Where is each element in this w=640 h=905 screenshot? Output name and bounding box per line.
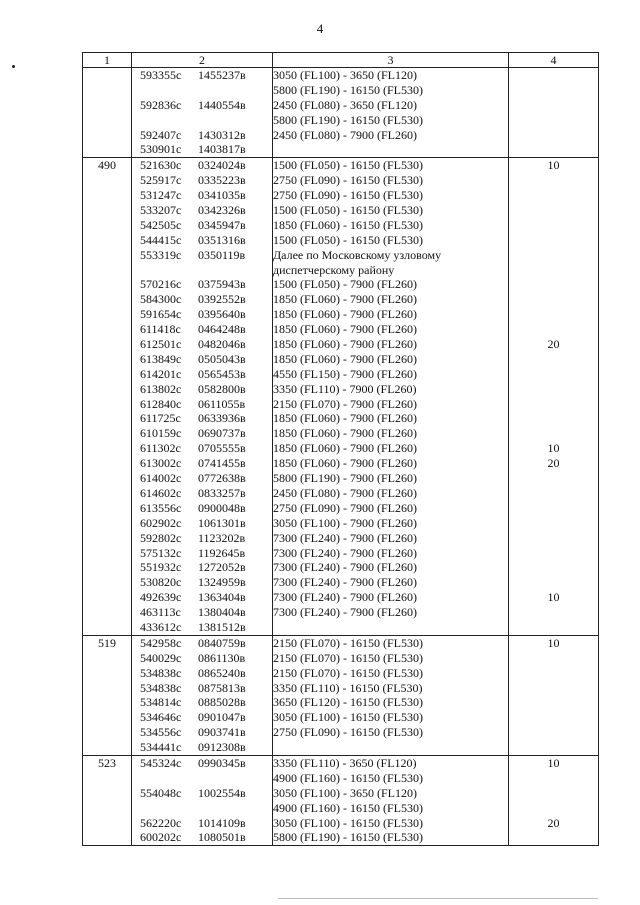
level-line: 2750 (FL090) - 16150 (FL530): [273, 188, 423, 203]
header-col-2: 2: [132, 53, 273, 68]
coordinates-cell: [132, 158, 273, 636]
longitude: 1080501в: [198, 830, 246, 845]
coordinate-line: [132, 546, 272, 561]
coordinates-cell: [132, 755, 273, 845]
latitude: 530820с: [140, 575, 182, 590]
width-value: [509, 725, 598, 740]
coordinate-line: [132, 695, 272, 710]
longitude: 1272052в: [198, 560, 246, 575]
width-value: [509, 352, 598, 367]
width-cell: [509, 755, 599, 845]
route-number: 523: [83, 755, 132, 845]
latitude: 612501с: [140, 337, 182, 352]
coordinate-line: [132, 426, 272, 441]
latitude: 614602с: [140, 485, 182, 500]
level-line: 4900 (FL160) - 16150 (FL530): [273, 770, 423, 785]
longitude: 0324024в: [198, 158, 246, 173]
level-line: 5800 (FL190) - 7900 (FL260): [273, 471, 417, 486]
level-line: 1500 (FL050) - 16150 (FL530): [273, 203, 423, 218]
coordinate-line: [132, 516, 272, 531]
width-value: [509, 620, 598, 635]
latitude: 570216с: [140, 277, 182, 292]
level-line: 1850 (FL060) - 7900 (FL260): [273, 351, 417, 366]
levels-cell: [273, 755, 509, 845]
longitude: 1430312в: [198, 127, 246, 142]
longitude: 0565453в: [198, 366, 246, 381]
longitude: 0833257в: [198, 485, 246, 500]
coordinate-line: [132, 816, 272, 831]
latitude: 592802с: [140, 530, 182, 545]
coordinate-line: [132, 233, 272, 248]
coordinates-cell: [132, 635, 273, 755]
latitude: 592836с: [140, 97, 182, 112]
longitude: 0464248в: [198, 322, 246, 337]
longitude: 0840759в: [198, 635, 246, 650]
longitude: 0482046в: [198, 337, 246, 352]
coordinate-line: [132, 411, 272, 426]
coordinate-line: [132, 681, 272, 696]
width-value: [509, 575, 598, 590]
coordinate-line: [132, 666, 272, 681]
longitude: 1403817в: [198, 142, 246, 157]
latitude: 530901с: [140, 142, 182, 157]
width-value: [509, 68, 598, 83]
level-line: 3350 (FL110) - 16150 (FL530): [273, 680, 423, 695]
width-value: [509, 471, 598, 486]
level-line: 2750 (FL090) - 16150 (FL530): [273, 725, 423, 740]
coordinate-line: [132, 173, 272, 188]
longitude: 1381512в: [198, 619, 246, 634]
coordinate-line: [132, 620, 272, 635]
longitude: 1455237в: [198, 68, 246, 82]
latitude: 613002с: [140, 456, 182, 471]
coordinate-line: [132, 68, 272, 83]
width-value: [509, 322, 598, 337]
width-value: [509, 560, 598, 575]
latitude: 534646с: [140, 710, 182, 725]
width-value: [509, 128, 598, 143]
width-value: [509, 666, 598, 681]
level-line: 2150 (FL070) - 16150 (FL530): [273, 635, 423, 650]
coordinate-line: [132, 756, 272, 771]
coordinate-line: [132, 158, 272, 173]
coordinate-line: [132, 128, 272, 143]
coordinate-line: [132, 560, 272, 575]
width-value: 20: [547, 337, 560, 352]
header-col-4: 4: [509, 53, 599, 68]
width-value: 10: [547, 635, 560, 650]
longitude: 0345947в: [198, 217, 246, 232]
coordinate-line: [132, 710, 272, 725]
longitude: 1324959в: [198, 575, 246, 590]
width-value: [509, 546, 598, 561]
width-value: 10: [547, 441, 560, 456]
width-value: [509, 307, 598, 322]
level-line: 1500 (FL050) - 16150 (FL530): [273, 232, 423, 247]
levels-cell: [273, 635, 509, 755]
latitude: 591654с: [140, 307, 182, 322]
width-value: [509, 710, 598, 725]
longitude: 0611055в: [198, 396, 246, 411]
level-line: 1850 (FL060) - 16150 (FL530): [273, 217, 423, 232]
longitude: 0741455в: [198, 456, 246, 471]
level-line: 3350 (FL110) - 7900 (FL260): [273, 381, 417, 396]
width-value: [509, 501, 598, 516]
width-value: [509, 411, 598, 426]
width-value: [509, 188, 598, 203]
route-number: 490: [83, 158, 132, 636]
level-line: 2150 (FL070) - 16150 (FL530): [273, 665, 423, 680]
coordinate-line: [132, 605, 272, 620]
coordinate-line: [132, 725, 272, 740]
longitude: 0351316в: [198, 232, 246, 247]
latitude: 534556с: [140, 725, 182, 740]
header-col-1: 1: [83, 53, 132, 68]
longitude: 0885028в: [198, 695, 246, 710]
coordinate-line: [132, 83, 272, 98]
width-value: [509, 397, 598, 412]
latitude: 521630с: [140, 158, 182, 173]
coordinate-line: [132, 636, 272, 651]
width-value: [509, 830, 598, 845]
longitude: 0582800в: [198, 381, 246, 396]
latitude: 593355с: [140, 68, 182, 82]
longitude: 0375943в: [198, 277, 246, 292]
coordinate-line: [132, 142, 272, 157]
longitude: 1440554в: [198, 97, 246, 112]
coordinate-line: [132, 292, 272, 307]
level-line: 3050 (FL100) - 16150 (FL530): [273, 815, 423, 830]
level-line: [273, 142, 508, 157]
longitude: 0690737в: [198, 426, 246, 441]
coordinate-line: [132, 203, 272, 218]
latitude: 463113с: [140, 605, 181, 620]
coordinate-line: [132, 382, 272, 397]
width-value: 20: [547, 456, 560, 471]
width-value: 20: [547, 815, 560, 830]
level-line: 4900 (FL160) - 16150 (FL530): [273, 800, 423, 815]
longitude: 0865240в: [198, 665, 246, 680]
level-line: 7300 (FL240) - 7900 (FL260): [273, 560, 417, 575]
width-value: [509, 681, 598, 696]
latitude: 545324с: [140, 755, 182, 770]
width-value: 10: [547, 590, 560, 605]
width-value: [509, 113, 598, 128]
coordinate-line: [132, 113, 272, 128]
width-value: [509, 277, 598, 292]
longitude: 0875813в: [198, 680, 246, 695]
latitude: 554048с: [140, 785, 182, 800]
latitude: 575132с: [140, 545, 182, 560]
longitude: 0772638в: [198, 471, 246, 486]
level-line: 5800 (FL190) - 16150 (FL530): [273, 830, 423, 845]
level-line: [273, 740, 508, 755]
latitude: 614002с: [140, 471, 182, 486]
width-value: [509, 263, 598, 278]
longitude: 1380404в: [198, 605, 246, 620]
level-line: 3350 (FL110) - 3650 (FL120): [273, 755, 417, 770]
header-row: [83, 53, 599, 68]
level-line: 1500 (FL050) - 7900 (FL260): [273, 277, 417, 292]
levels-cell: [273, 68, 509, 158]
coordinate-line: [132, 263, 272, 278]
level-line: 7300 (FL240) - 7900 (FL260): [273, 545, 417, 560]
airway-table: [82, 52, 599, 846]
level-line: 7300 (FL240) - 7900 (FL260): [273, 530, 417, 545]
width-value: [509, 98, 598, 113]
coordinate-line: [132, 441, 272, 456]
latitude: 544415с: [140, 232, 182, 247]
latitude: 611725с: [140, 411, 181, 426]
level-line: 3650 (FL120) - 16150 (FL530): [273, 695, 423, 710]
coordinate-line: [132, 486, 272, 501]
level-line: 1850 (FL060) - 7900 (FL260): [273, 456, 417, 471]
width-value: [509, 203, 598, 218]
longitude: 0903741в: [198, 725, 246, 740]
longitude: 0342326в: [198, 203, 246, 218]
width-value: 10: [547, 755, 560, 770]
width-value: [509, 516, 598, 531]
latitude: 613849с: [140, 351, 182, 366]
width-value: 10: [547, 158, 560, 173]
level-line: 2750 (FL090) - 16150 (FL530): [273, 173, 423, 188]
coordinate-line: [132, 307, 272, 322]
width-cell: [509, 68, 599, 158]
latitude: 610159с: [140, 426, 182, 441]
longitude: 0392552в: [198, 292, 246, 307]
width-value: [509, 605, 598, 620]
table-body: [83, 68, 599, 846]
level-line: диспетчерскому району: [273, 262, 395, 277]
width-value: [509, 695, 598, 710]
level-line: 5800 (FL190) - 16150 (FL530): [273, 112, 423, 127]
width-value: [509, 426, 598, 441]
level-line: 3050 (FL100) - 3650 (FL120): [273, 68, 417, 82]
latitude: 542505с: [140, 217, 182, 232]
coordinate-line: [132, 188, 272, 203]
longitude: 1014109в: [198, 815, 246, 830]
level-line: 5800 (FL190) - 16150 (FL530): [273, 82, 423, 97]
route-number: [83, 68, 132, 158]
coordinate-line: [132, 248, 272, 263]
width-value: [509, 233, 598, 248]
coordinate-line: [132, 830, 272, 845]
latitude: 551932с: [140, 560, 182, 575]
width-value: [509, 83, 598, 98]
level-line: 1850 (FL060) - 7900 (FL260): [273, 441, 417, 456]
longitude: 1123202в: [198, 530, 246, 545]
width-value: [509, 173, 598, 188]
width-value: [509, 248, 598, 263]
level-line: 2150 (FL070) - 16150 (FL530): [273, 650, 423, 665]
route-number: 519: [83, 635, 132, 755]
latitude: 614201с: [140, 366, 182, 381]
latitude: 584300с: [140, 292, 182, 307]
levels-cell: [273, 158, 509, 636]
width-value: [509, 218, 598, 233]
level-line: 3050 (FL100) - 16150 (FL530): [273, 710, 423, 725]
width-value: [509, 531, 598, 546]
latitude: 592407с: [140, 127, 182, 142]
level-line: Далее по Московскому узловому: [273, 247, 442, 262]
level-line: 4550 (FL150) - 7900 (FL260): [273, 366, 417, 381]
coordinate-line: [132, 501, 272, 516]
latitude: 613556с: [140, 500, 182, 515]
level-line: 2450 (FL080) - 7900 (FL260): [273, 485, 417, 500]
latitude: 433612с: [140, 619, 182, 634]
latitude: 611418с: [140, 322, 181, 337]
latitude: 540029с: [140, 650, 182, 665]
latitude: 534441с: [140, 740, 182, 755]
level-line: 3050 (FL100) - 7900 (FL260): [273, 515, 417, 530]
coordinates-cell: [132, 68, 273, 158]
width-value: [509, 382, 598, 397]
coordinate-line: [132, 786, 272, 801]
coordinate-line: [132, 771, 272, 786]
coordinate-line: [132, 277, 272, 292]
width-value: [509, 367, 598, 382]
coordinate-line: [132, 456, 272, 471]
width-value: [509, 486, 598, 501]
level-line: 7300 (FL240) - 7900 (FL260): [273, 605, 417, 620]
longitude: 0633936в: [198, 411, 246, 426]
level-line: 7300 (FL240) - 7900 (FL260): [273, 590, 417, 605]
level-line: 1850 (FL060) - 7900 (FL260): [273, 292, 417, 307]
longitude: 1192645в: [198, 545, 246, 560]
table-row: [83, 755, 599, 845]
coordinate-line: [132, 590, 272, 605]
width-value: [509, 142, 598, 157]
latitude: 612840с: [140, 396, 182, 411]
latitude: 553319с: [140, 247, 182, 262]
level-line: 2450 (FL080) - 7900 (FL260): [273, 127, 417, 142]
width-value: [509, 740, 598, 755]
latitude: 613802с: [140, 381, 182, 396]
width-value: [509, 801, 598, 816]
header-col-3: 3: [273, 53, 509, 68]
longitude: 0990345в: [198, 755, 246, 770]
latitude: 492639с: [140, 590, 182, 605]
coordinate-line: [132, 531, 272, 546]
page-number: 4: [316, 21, 324, 36]
latitude: 534838с: [140, 665, 182, 680]
latitude: 562220с: [140, 815, 182, 830]
latitude: 611302с: [140, 441, 181, 456]
width-cell: [509, 635, 599, 755]
bottom-rule: [278, 898, 598, 899]
table-row: [83, 635, 599, 755]
latitude: 600202с: [140, 830, 182, 845]
width-value: [509, 651, 598, 666]
longitude: 0505043в: [198, 351, 246, 366]
longitude: 0861130в: [198, 650, 246, 665]
latitude: 534838с: [140, 680, 182, 695]
level-line: 3050 (FL100) - 3650 (FL120): [273, 785, 417, 800]
level-line: 1500 (FL050) - 16150 (FL530): [273, 158, 423, 173]
longitude: 0395640в: [198, 307, 246, 322]
longitude: 0341035в: [198, 188, 246, 203]
longitude: 0705555в: [198, 441, 246, 456]
latitude: 542958с: [140, 635, 182, 650]
coordinate-line: [132, 801, 272, 816]
level-line: 1850 (FL060) - 7900 (FL260): [273, 411, 417, 426]
level-line: [273, 620, 508, 635]
width-value: [509, 292, 598, 307]
level-line: 2150 (FL070) - 7900 (FL260): [273, 396, 417, 411]
longitude: 1002554в: [198, 785, 246, 800]
latitude: 533207с: [140, 203, 182, 218]
coordinate-line: [132, 471, 272, 486]
level-line: 1850 (FL060) - 7900 (FL260): [273, 322, 417, 337]
width-cell: [509, 158, 599, 636]
level-line: 7300 (FL240) - 7900 (FL260): [273, 575, 417, 590]
longitude: 0350119в: [198, 247, 246, 262]
coordinate-line: [132, 740, 272, 755]
coordinate-line: [132, 352, 272, 367]
level-line: 1850 (FL060) - 7900 (FL260): [273, 426, 417, 441]
latitude: 602902с: [140, 515, 182, 530]
width-value: [509, 786, 598, 801]
longitude: 0901047в: [198, 710, 246, 725]
coordinate-line: [132, 575, 272, 590]
coordinate-line: [132, 98, 272, 113]
latitude: 534814с: [140, 695, 182, 710]
longitude: 0900048в: [198, 500, 246, 515]
coordinate-line: [132, 337, 272, 352]
margin-mark: [12, 65, 15, 68]
coordinate-line: [132, 397, 272, 412]
longitude: 1061301в: [198, 515, 246, 530]
coordinate-line: [132, 367, 272, 382]
level-line: 1850 (FL060) - 7900 (FL260): [273, 337, 417, 352]
longitude: 0335223в: [198, 173, 246, 188]
coordinate-line: [132, 651, 272, 666]
latitude: 531247с: [140, 188, 182, 203]
coordinate-line: [132, 218, 272, 233]
table-row: [83, 68, 599, 158]
coordinate-line: [132, 322, 272, 337]
longitude: 1363404в: [198, 590, 246, 605]
width-value: [509, 771, 598, 786]
longitude: 0912308в: [198, 740, 246, 755]
latitude: 525917с: [140, 173, 182, 188]
table-row: [83, 158, 599, 636]
level-line: 2750 (FL090) - 7900 (FL260): [273, 500, 417, 515]
level-line: 1850 (FL060) - 7900 (FL260): [273, 307, 417, 322]
level-line: 2450 (FL080) - 3650 (FL120): [273, 97, 417, 112]
